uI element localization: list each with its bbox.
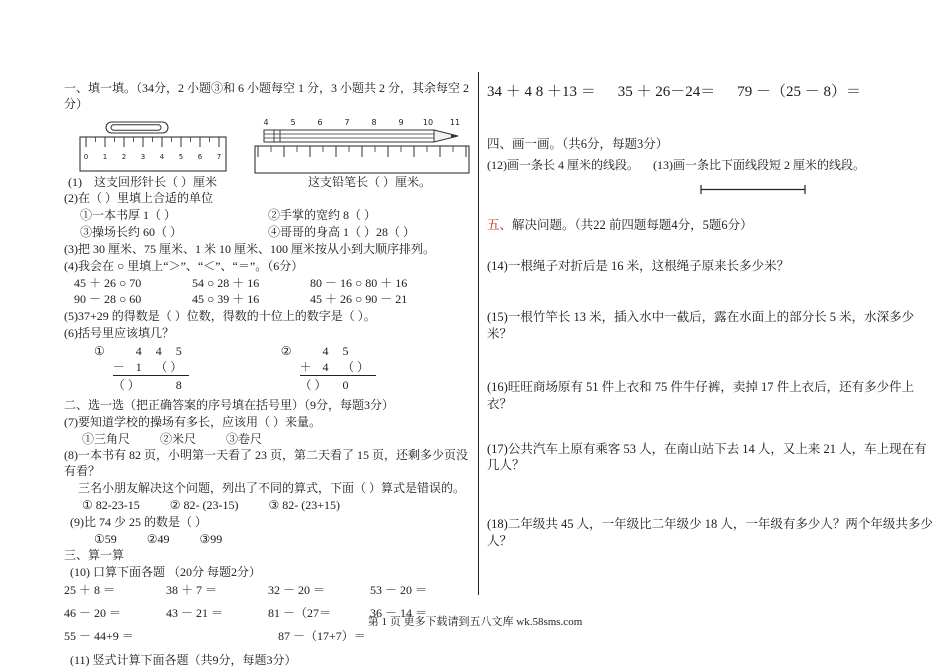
ruler-number: 7	[344, 117, 350, 127]
ruler-number: 9	[398, 117, 404, 127]
operator: －	[112, 359, 125, 374]
question-16: (16)旺旺商场原有 51 件上衣和 75 件牛仔裤，卖掉 17 件上衣后，还有多少件上衣？	[487, 379, 915, 411]
option-item: ②米尺	[160, 431, 197, 446]
q2-option-4: ④哥哥的身高 1（ ）28（ ）	[268, 225, 416, 240]
draw-questions-row	[487, 157, 935, 173]
ruler-number-row	[263, 118, 460, 127]
calc-number: ①	[94, 343, 105, 358]
pencil-icon	[264, 130, 458, 142]
calc-number: ②	[280, 343, 292, 358]
compare-item: 45 ＋ 26 ○ 90 － 21	[310, 292, 408, 307]
q2-option-2: ②手掌的宽约 8（ ）	[268, 208, 377, 223]
question-3: (3)把 30 厘米、75 厘米、1 米 10 厘米、100 厘米按从小到大顺序排列。	[64, 241, 435, 256]
ruler-left-graphic	[80, 137, 226, 171]
option-item: ② 82- (23-15)	[169, 497, 239, 512]
question-1-caption-left: 这支回形针长（ ）厘米	[94, 174, 218, 189]
ruler-number: 5	[178, 152, 184, 161]
compare-item: 90 － 28 ○ 60	[74, 292, 142, 307]
question-2-options-a	[64, 208, 474, 224]
question-10: (10) 口算下面各题 （20分 每题2分）	[70, 565, 261, 580]
question-5: (5)37+29 的得数是（ ）位数，得数的十位上的数字是（ ）。	[64, 309, 376, 324]
oral-item: 38 ＋ 7 ＝	[166, 583, 218, 598]
compare-item: 45 ○ 39 ＋ 16	[192, 292, 260, 307]
section-5-text: 解决问题。（共22 前四题每题4分，5题6分）	[512, 218, 753, 233]
operator: ＋	[299, 359, 312, 374]
q4-compare-row-1	[64, 276, 474, 292]
oral-item: 87 －（17+7）＝	[278, 628, 366, 643]
ruler-number: 4	[263, 117, 269, 127]
calc-item: 79 －（25 － 8）＝	[737, 84, 862, 100]
column-divider	[478, 72, 479, 595]
line-segment-svg	[695, 183, 815, 197]
digit: 8	[175, 377, 182, 392]
question-6: (6)括号里应该填几？	[64, 326, 174, 341]
ruler-number: 11	[449, 117, 461, 127]
oral-item: 43 － 21 ＝	[166, 605, 224, 620]
ruler-number: 2	[121, 152, 127, 161]
digit: 0	[342, 377, 349, 392]
page-footer: 第 1 页 更多下载请到五八文库 wk.58sms.com	[367, 616, 583, 628]
digit: 4	[322, 343, 329, 358]
ruler-number: 1	[102, 152, 108, 161]
question-13: (13)画一条比下面线段短 2 厘米的线段。	[653, 158, 865, 173]
option-item: ①三角尺	[82, 431, 131, 446]
ruler-number: 3	[140, 152, 146, 161]
q2-option-1: ①一本书厚 1（ ）	[80, 208, 177, 223]
ruler-number: 6	[317, 117, 323, 127]
figures-row	[64, 116, 474, 174]
oral-calc-row-3	[64, 629, 474, 645]
calc-body	[113, 344, 189, 394]
question-1-number: (1)	[68, 174, 82, 189]
calc-mid-row	[113, 360, 189, 376]
ruler-figure-right	[254, 116, 470, 174]
oral-item: 53 － 20 ＝	[370, 583, 428, 598]
option-item: ③卷尺	[226, 431, 263, 446]
calc-mid-row	[300, 360, 376, 376]
oral-item: 32 － 20 ＝	[268, 583, 326, 598]
q9-options	[64, 532, 474, 548]
option-item: ③ 82- (23+15)	[268, 497, 341, 512]
digit: 1	[135, 359, 142, 374]
question-15: (15)一根竹竿长 13 米，插入水中一截后，露在水面上的部分长 5 米，水深多少米？	[487, 310, 915, 341]
question-7: (7)要知道学校的操场有多长，应该用（ ）来量。	[64, 414, 321, 429]
question-8: (8)一本书有 82 页，小明第一天看了 23 页，第二天看了 15 页，还剩多少页没有看？	[64, 448, 468, 479]
section-1-title: 一、填一填。（34分，2 小题③和 6 小题每空 1 分，3 小题共 2 分，其余每空 2 分）	[64, 81, 470, 111]
option-item: ②49	[146, 531, 170, 546]
question-8-note: 三名小朋友解决这个问题，列出了不同的算式，下面（ ）算式是错误的。	[78, 481, 466, 496]
question-18: (18)二年级共 45 人，一年级比二年级少 18 人，一年级有多少人？两个年级共多少人？	[487, 517, 933, 549]
ruler-number: 4	[159, 152, 165, 161]
ruler-number: 5	[290, 117, 296, 127]
ruler-number: 10	[422, 117, 434, 127]
digit: 4	[155, 343, 162, 358]
section-3-title: 三、算一算	[64, 548, 125, 563]
ruler-number: 6	[197, 152, 203, 161]
written-calc-row	[487, 82, 935, 102]
q2-option-3: ③操场长约 60（ ）	[80, 225, 183, 240]
section-2-title: 二、选一选（把正确答案的序号填在括号里）（9分，每题3分）	[64, 397, 395, 412]
blank: （ ）	[299, 377, 327, 392]
option-item: ① 82-23-15	[82, 497, 140, 512]
ruler-number: 8	[371, 117, 377, 127]
compare-item: 54 ○ 28 ＋ 16	[192, 275, 260, 290]
section-5-number: 五、	[487, 218, 513, 233]
blank: （ ）	[112, 377, 140, 392]
question-12: (12)画一条长 4 厘米的线段。	[487, 158, 639, 173]
oral-item: 55 － 44+9 ＝	[64, 628, 134, 643]
calc-item: 35 ＋ 26－24＝	[617, 84, 716, 100]
question-1	[64, 175, 474, 191]
vertical-calc-1	[94, 344, 189, 394]
digit: 5	[342, 343, 349, 358]
compare-item: 45 ＋ 26 ○ 70	[74, 275, 142, 290]
ruler-right-graphic	[255, 146, 469, 173]
question-11: (11) 竖式计算下面各题（共9分，每题3分）	[70, 652, 297, 667]
question-9: (9)比 74 少 25 的数是（ ）	[70, 514, 207, 529]
ruler-figure-left	[78, 120, 228, 174]
question-17: (17)公共汽车上原有乘客 53 人，在南山站下去 14 人，又上来 21 人，车上现在有几人？	[487, 441, 927, 473]
q4-compare-row-2	[64, 292, 474, 308]
calc-top-row	[113, 344, 189, 360]
q7-options	[64, 432, 474, 448]
right-column	[487, 80, 935, 551]
oral-calc-row-1	[64, 583, 474, 599]
question-1-caption-right: 这支铅笔长（ ）厘米。	[308, 174, 432, 189]
ruler-number: 7	[216, 152, 222, 161]
section-5-title	[487, 217, 935, 234]
blank: （ ）	[342, 359, 370, 374]
ruler-number: 0	[83, 152, 89, 161]
line-segment-graphic	[695, 183, 935, 199]
blank: （ ）	[155, 359, 183, 374]
left-column	[64, 80, 474, 669]
option-item: ①59	[94, 531, 117, 546]
q8-options	[64, 498, 474, 514]
calc-result-row	[113, 378, 189, 394]
question-2: (2)在（ ）里填上合适的单位	[64, 191, 213, 206]
oral-item: 81 －（27＝	[268, 605, 332, 620]
option-item: ③99	[199, 531, 223, 546]
digit: 4	[135, 343, 142, 358]
calc-item: 34 ＋ 4 8 ＋13 ＝	[487, 84, 596, 100]
paperclip-icon	[106, 122, 168, 133]
section-4-title: 四、画一画。（共6分，每题3分）	[487, 137, 669, 152]
digit: 4	[322, 359, 329, 374]
digit: 5	[175, 343, 182, 358]
oral-item: 25 ＋ 8 ＝	[64, 583, 116, 598]
calc-body	[300, 344, 376, 394]
compare-item: 80 － 16 ○ 80 ＋ 16	[310, 275, 408, 290]
question-4: (4)我会在 ○ 里填上“＞”、“＜”、“＝”。（6分）	[64, 258, 304, 273]
calc-result-row	[300, 378, 376, 394]
q6-vertical-calcs	[64, 344, 474, 394]
oral-item: 46 － 20 ＝	[64, 605, 122, 620]
question-2-options-b	[64, 225, 474, 241]
vertical-calc-2	[281, 344, 376, 394]
question-14: (14)一根绳子对折后是 16 米，这根绳子原来长多少米？	[487, 259, 790, 274]
calc-top-row	[300, 344, 376, 360]
oral-item: 36 － 14 ＝	[370, 605, 428, 620]
